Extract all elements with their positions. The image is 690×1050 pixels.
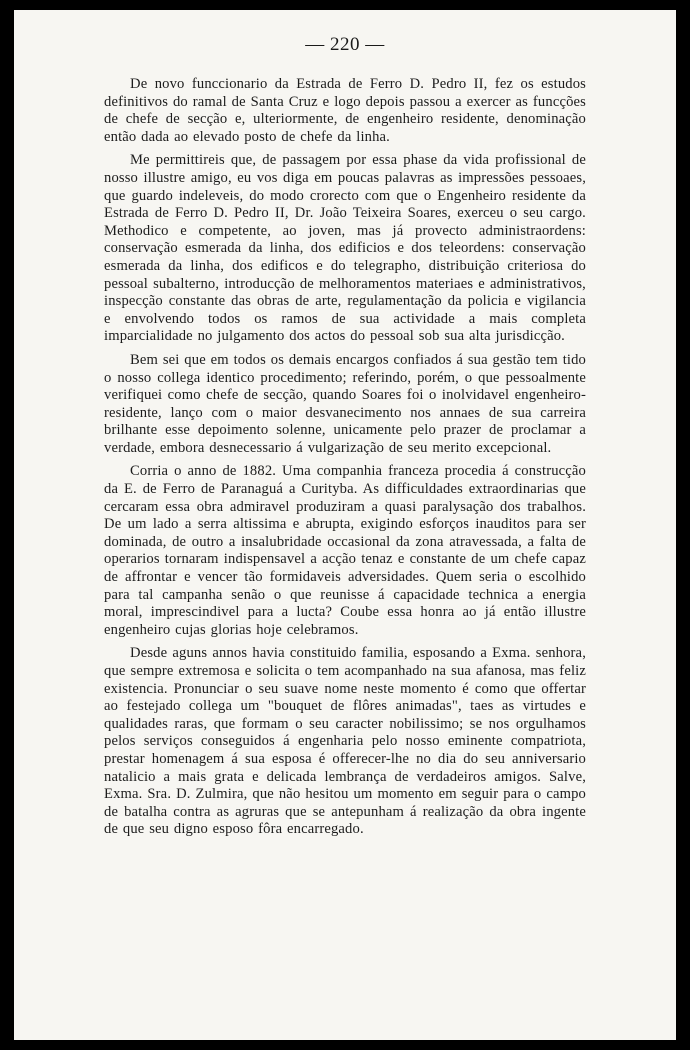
- paragraph-3: Bem sei que em todos os demais encargos confiados á sua gestão tem tido o nosso collega identico procedimento; referindo, porém, o que pessoalmente verifiquei como chefe de secção, quando Soares foi o inolvidavel engenheiro-residente, lanço com o maior desvanecimento nos annaes de sua carreira brilhante esse depoimento solenne, unicamente pelo prazer de proclamar a verdade, embora desnecessario á vulgarização de seu merito excepcional.: [104, 351, 586, 456]
- paragraph-1: De novo funccionario da Estrada de Ferro D. Pedro II, fez os estudos definitivos do ramal de Santa Cruz e logo depois passou a exercer as funcções de chefe de secção e, ulteriormente, de engenheiro residente, denominação então dada ao elevado posto de chefe da linha.: [104, 76, 586, 145]
- paragraph-5: Desde aguns annos havia constituido familia, esposando a Exma. senhora, que sempre extremosa e solicita o tem acompanhado na sua afanosa, mas feliz existencia. Pronunciar o seu suave nome neste momento é como que offertar ao festejado collega um "bouquet de flôres animadas", taes as virtudes e qualidades raras, que formam o seu caracter nobilissimo; se nos orgulhamos pelos serviços conseguidos á engenharia pelo nosso eminente compatriota, prestar homenagem á sua esposa é offerecer-lhe no dia do seu anniversario natalicio a mais grata e delicada lembrança de verdadeiros amigos. Salve, Exma. Sra. D. Zulmira, que não hesitou um momento em seguir para o campo de batalha contra as agruras que se antepunham á realização da obra ingente de que seu digno esposo fôra encarregado.: [104, 645, 586, 838]
- page-number: — 220 —: [305, 34, 385, 55]
- scanned-page: [14, 10, 676, 1040]
- paragraph-2: Me permittireis que, de passagem por essa phase da vida profissional de nosso illustre amigo, eu vos diga em poucas palavras as impressões pessoaes, que guardo indeleveis, do modo crorecto com que o Engenheiro residente da Estrada de Ferro D. Pedro II, Dr. João Teixeira Soares, exerceu o seu cargo. Methodico e competente, ao joven, mas já provecto administraordens: conservação esmerada da linha, dos edificios e dos teleordens: conservação esmerada da linha, dos edificos e do telegrapho, distribuição criteriosa do pessoal subalterno, introducção de melhoramentos materiaes e administrativos, inspecção constante das obras de arte, regulamentação da policia e vigilancia e envolvendo todos os ramos de sua actividade a mais completa imparcialidade no julgamento dos actos do pessoal sob sua alta jurisdicção.: [104, 152, 586, 345]
- body-text: [104, 76, 586, 839]
- paragraph-4: Corria o anno de 1882. Uma companhia franceza procedia á construcção da E. de Ferro de Paranaguá a Curityba. As difficuldades extraordinarias que cercaram essa obra admiravel produziram a quasi paralysação dos trabalhos. De um lado a serra altissima e abrupta, exigindo esforços inauditos para ser dominada, de outro a insalubridade occasional da zona atravessada, a falta de operarios tornaram indispensavel a acção tenaz e constante de um chefe capaz de affrontar e vencer tão formidaveis adversidades. Quem seria o escolhido para tal campanha senão o que reunisse á capacidade technica a energia moral, imprescindivel para a lucta? Coube essa honra ao já então illustre engenheiro cujas glorias hoje celebramos.: [104, 463, 586, 638]
